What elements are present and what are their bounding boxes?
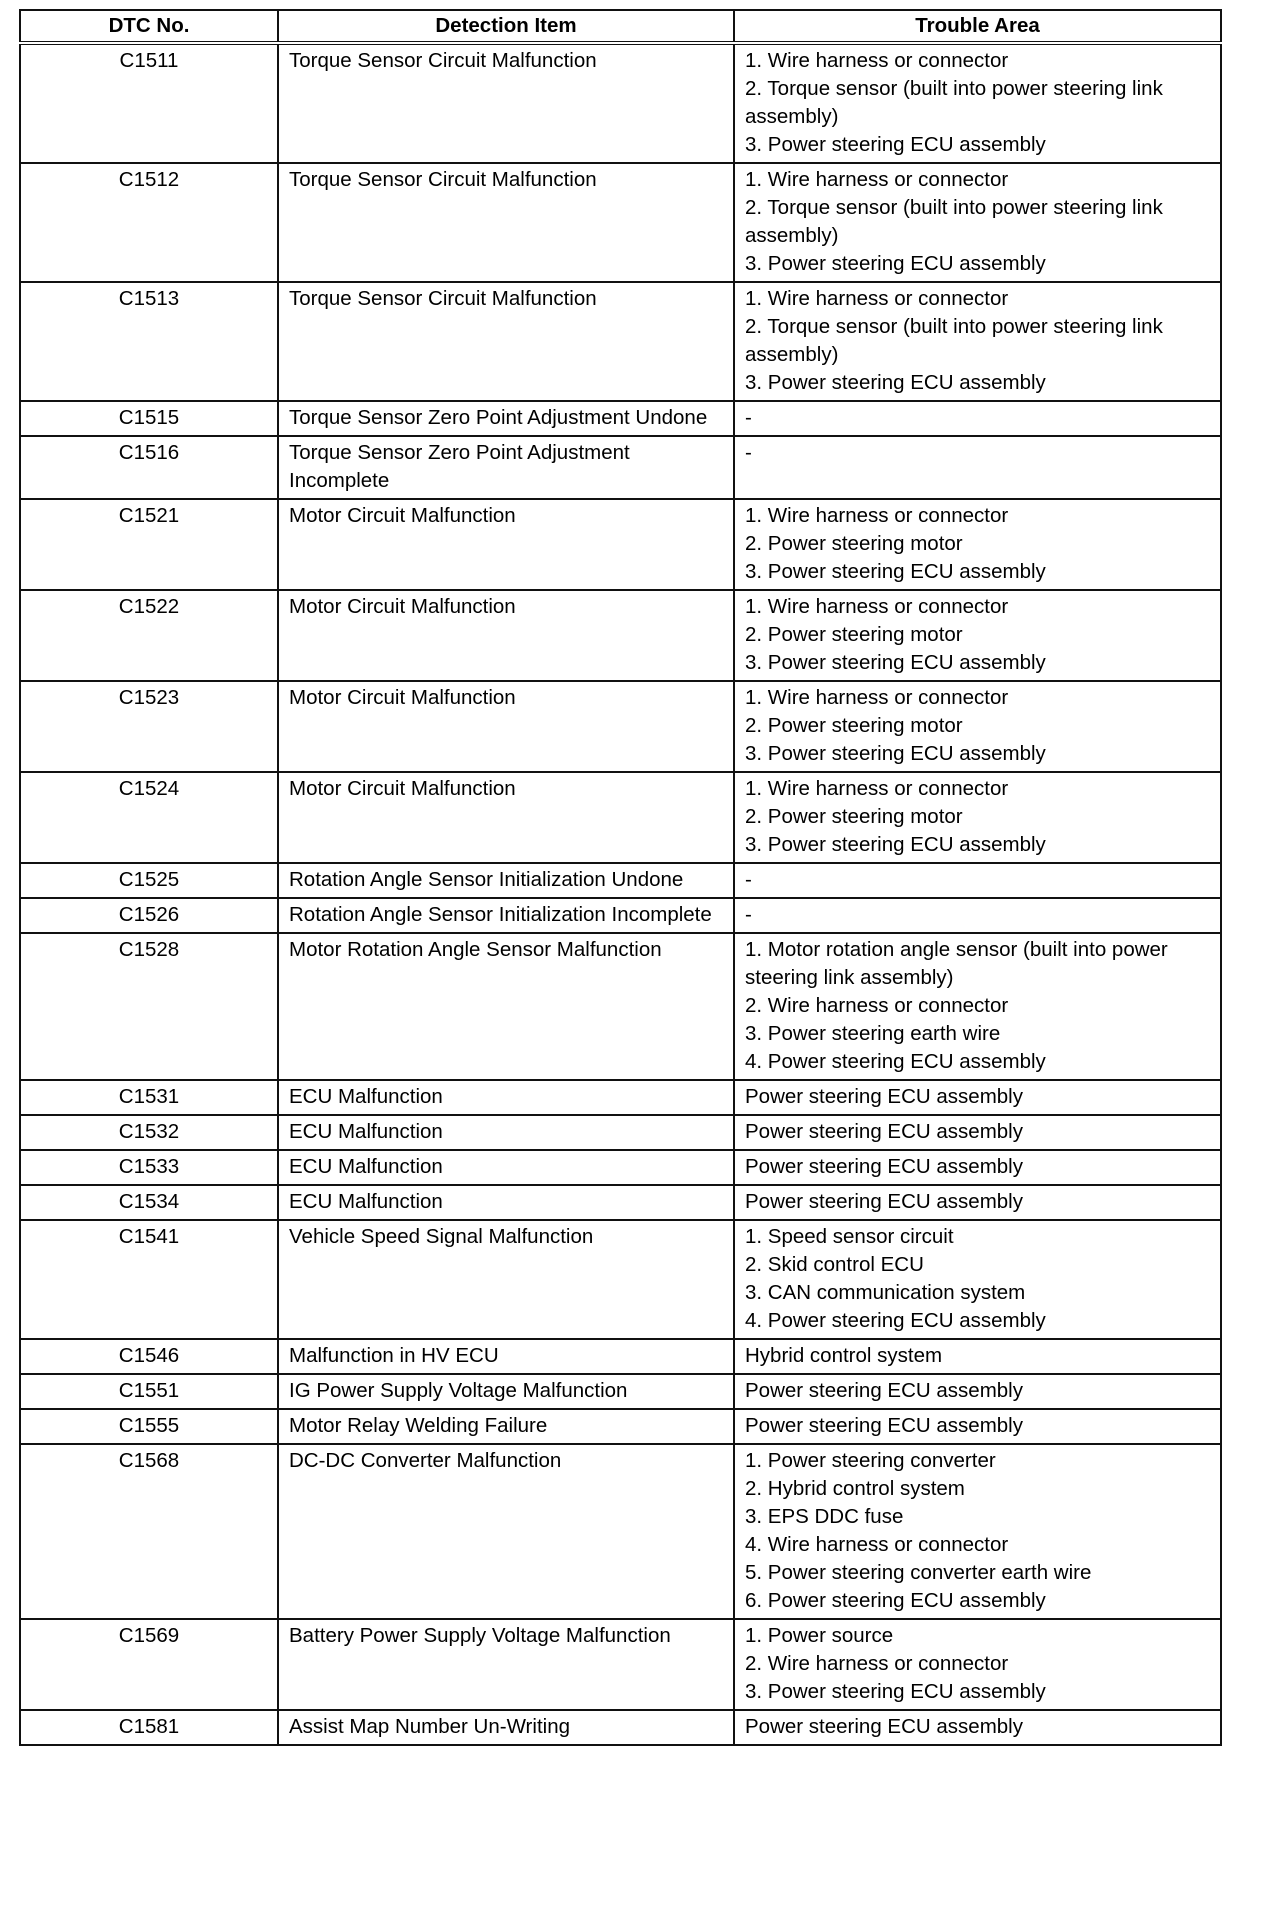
trouble-area-line: Power steering ECU assembly bbox=[745, 1155, 1023, 1178]
table-row bbox=[20, 681, 1221, 772]
detection-item: Battery Power Supply Voltage Malfunction bbox=[278, 1619, 734, 1710]
trouble-area bbox=[734, 43, 1221, 163]
detection-item: Rotation Angle Sensor Initialization Incomplete bbox=[278, 898, 734, 933]
table-row bbox=[20, 933, 1221, 1080]
trouble-area-line: 1. Wire harness or connector bbox=[745, 686, 1009, 709]
trouble-area-line: 1. Motor rotation angle sensor (built into power steering link assembly) bbox=[745, 938, 1168, 989]
trouble-area-line: 1. Wire harness or connector bbox=[745, 287, 1009, 310]
table-row bbox=[20, 401, 1221, 436]
dtc-code: C1511 bbox=[20, 43, 278, 163]
trouble-area-line: 1. Wire harness or connector bbox=[745, 49, 1009, 72]
table-row bbox=[20, 1080, 1221, 1115]
trouble-area-line: 5. Power steering converter earth wire bbox=[745, 1561, 1092, 1584]
dtc-code: C1532 bbox=[20, 1115, 278, 1150]
trouble-area-line: 3. EPS DDC fuse bbox=[745, 1505, 904, 1528]
trouble-area-line: Power steering ECU assembly bbox=[745, 1120, 1023, 1143]
detection-item: Motor Circuit Malfunction bbox=[278, 499, 734, 590]
trouble-area bbox=[734, 282, 1221, 401]
dtc-code: C1528 bbox=[20, 933, 278, 1080]
table-row bbox=[20, 772, 1221, 863]
trouble-area-line: 1. Speed sensor circuit bbox=[745, 1225, 954, 1248]
trouble-area-line: 4. Power steering ECU assembly bbox=[745, 1050, 1046, 1073]
trouble-area bbox=[734, 401, 1221, 436]
trouble-area-line: 2. Torque sensor (built into power steering link assembly) bbox=[745, 315, 1163, 366]
trouble-area-line: 1. Wire harness or connector bbox=[745, 595, 1009, 618]
dtc-code: C1526 bbox=[20, 898, 278, 933]
table-row bbox=[20, 1185, 1221, 1220]
trouble-area bbox=[734, 1339, 1221, 1374]
trouble-area bbox=[734, 933, 1221, 1080]
dtc-code: C1512 bbox=[20, 163, 278, 282]
trouble-area-line: 3. Power steering earth wire bbox=[745, 1022, 1001, 1045]
table-row bbox=[20, 898, 1221, 933]
dtc-code: C1516 bbox=[20, 436, 278, 499]
trouble-area-line: 4. Power steering ECU assembly bbox=[745, 1309, 1046, 1332]
detection-item: Motor Rotation Angle Sensor Malfunction bbox=[278, 933, 734, 1080]
trouble-area bbox=[734, 1080, 1221, 1115]
table-row bbox=[20, 863, 1221, 898]
trouble-area bbox=[734, 1185, 1221, 1220]
table-row bbox=[20, 590, 1221, 681]
table-row bbox=[20, 1710, 1221, 1745]
detection-item: IG Power Supply Voltage Malfunction bbox=[278, 1374, 734, 1409]
trouble-area-line: - bbox=[745, 868, 752, 891]
trouble-area-line: 1. Wire harness or connector bbox=[745, 504, 1009, 527]
trouble-area-line: 3. Power steering ECU assembly bbox=[745, 833, 1046, 856]
table-header bbox=[20, 10, 1221, 43]
table-row bbox=[20, 1444, 1221, 1619]
trouble-area bbox=[734, 163, 1221, 282]
trouble-area bbox=[734, 681, 1221, 772]
detection-item: ECU Malfunction bbox=[278, 1115, 734, 1150]
detection-item: Torque Sensor Circuit Malfunction bbox=[278, 282, 734, 401]
detection-item: Torque Sensor Circuit Malfunction bbox=[278, 163, 734, 282]
trouble-area-line: 1. Wire harness or connector bbox=[745, 168, 1009, 191]
trouble-area-line: 2. Torque sensor (built into power steering link assembly) bbox=[745, 196, 1163, 247]
dtc-code: C1522 bbox=[20, 590, 278, 681]
trouble-area bbox=[734, 863, 1221, 898]
detection-item: Malfunction in HV ECU bbox=[278, 1339, 734, 1374]
trouble-area-line: 1. Power source bbox=[745, 1624, 894, 1647]
trouble-area-line: 2. Hybrid control system bbox=[745, 1477, 965, 1500]
detection-item: ECU Malfunction bbox=[278, 1185, 734, 1220]
trouble-area-line: 6. Power steering ECU assembly bbox=[745, 1589, 1046, 1612]
dtc-code: C1546 bbox=[20, 1339, 278, 1374]
dtc-code: C1541 bbox=[20, 1220, 278, 1339]
detection-item: Motor Circuit Malfunction bbox=[278, 772, 734, 863]
trouble-area-line: 2. Power steering motor bbox=[745, 714, 963, 737]
dtc-code: C1569 bbox=[20, 1619, 278, 1710]
trouble-area bbox=[734, 1150, 1221, 1185]
dtc-code: C1515 bbox=[20, 401, 278, 436]
detection-item: Assist Map Number Un-Writing bbox=[278, 1710, 734, 1745]
dtc-code: C1525 bbox=[20, 863, 278, 898]
trouble-area-line: Hybrid control system bbox=[745, 1344, 943, 1367]
trouble-area-line: 4. Wire harness or connector bbox=[745, 1533, 1009, 1556]
dtc-code: C1581 bbox=[20, 1710, 278, 1745]
trouble-area bbox=[734, 590, 1221, 681]
detection-item: Torque Sensor Circuit Malfunction bbox=[278, 43, 734, 163]
trouble-area bbox=[734, 1220, 1221, 1339]
trouble-area-line: - bbox=[745, 406, 752, 429]
trouble-area-line: 2. Wire harness or connector bbox=[745, 1652, 1009, 1675]
trouble-area-line: 2. Torque sensor (built into power steering link assembly) bbox=[745, 77, 1163, 128]
dtc-code: C1555 bbox=[20, 1409, 278, 1444]
detection-item: Motor Relay Welding Failure bbox=[278, 1409, 734, 1444]
trouble-area-line: 2. Power steering motor bbox=[745, 532, 963, 555]
table-row bbox=[20, 1374, 1221, 1409]
table-body bbox=[20, 43, 1221, 1745]
trouble-area bbox=[734, 436, 1221, 499]
dtc-code: C1551 bbox=[20, 1374, 278, 1409]
dtc-code: C1568 bbox=[20, 1444, 278, 1619]
table-row bbox=[20, 436, 1221, 499]
trouble-area-line: 3. Power steering ECU assembly bbox=[745, 651, 1046, 674]
detection-item: DC-DC Converter Malfunction bbox=[278, 1444, 734, 1619]
dtc-code: C1521 bbox=[20, 499, 278, 590]
dtc-code: C1523 bbox=[20, 681, 278, 772]
trouble-area-line: 2. Wire harness or connector bbox=[745, 994, 1009, 1017]
dtc-code: C1533 bbox=[20, 1150, 278, 1185]
table-row bbox=[20, 1619, 1221, 1710]
header-trouble-area: Trouble Area bbox=[734, 10, 1221, 43]
header-dtc-no: DTC No. bbox=[20, 10, 278, 43]
table-row bbox=[20, 1115, 1221, 1150]
dtc-code: C1513 bbox=[20, 282, 278, 401]
trouble-area-line: 3. Power steering ECU assembly bbox=[745, 371, 1046, 394]
trouble-area bbox=[734, 1115, 1221, 1150]
trouble-area-line: 2. Power steering motor bbox=[745, 623, 963, 646]
header-detection-item: Detection Item bbox=[278, 10, 734, 43]
trouble-area bbox=[734, 1409, 1221, 1444]
trouble-area-line: 1. Wire harness or connector bbox=[745, 777, 1009, 800]
trouble-area-line: 2. Power steering motor bbox=[745, 805, 963, 828]
trouble-area bbox=[734, 898, 1221, 933]
table-row bbox=[20, 499, 1221, 590]
trouble-area-line: Power steering ECU assembly bbox=[745, 1085, 1023, 1108]
detection-item: ECU Malfunction bbox=[278, 1080, 734, 1115]
detection-item: Torque Sensor Zero Point Adjustment Undone bbox=[278, 401, 734, 436]
trouble-area-line: 1. Power steering converter bbox=[745, 1449, 996, 1472]
trouble-area-line: Power steering ECU assembly bbox=[745, 1414, 1023, 1437]
detection-item: Torque Sensor Zero Point Adjustment Incomplete bbox=[278, 436, 734, 499]
dtc-code: C1531 bbox=[20, 1080, 278, 1115]
trouble-area-line: - bbox=[745, 441, 752, 464]
detection-item: Motor Circuit Malfunction bbox=[278, 590, 734, 681]
dtc-table bbox=[19, 9, 1222, 1746]
trouble-area bbox=[734, 1619, 1221, 1710]
table-row bbox=[20, 163, 1221, 282]
table-row bbox=[20, 282, 1221, 401]
detection-item: Motor Circuit Malfunction bbox=[278, 681, 734, 772]
trouble-area-line: 3. CAN communication system bbox=[745, 1281, 1026, 1304]
trouble-area bbox=[734, 1444, 1221, 1619]
trouble-area-line: Power steering ECU assembly bbox=[745, 1190, 1023, 1213]
trouble-area-line: 3. Power steering ECU assembly bbox=[745, 1680, 1046, 1703]
trouble-area bbox=[734, 772, 1221, 863]
trouble-area bbox=[734, 1710, 1221, 1745]
table-row bbox=[20, 1339, 1221, 1374]
trouble-area-line: 3. Power steering ECU assembly bbox=[745, 742, 1046, 765]
table-row bbox=[20, 1150, 1221, 1185]
trouble-area-line: 3. Power steering ECU assembly bbox=[745, 560, 1046, 583]
trouble-area-line: Power steering ECU assembly bbox=[745, 1379, 1023, 1402]
dtc-code: C1524 bbox=[20, 772, 278, 863]
header-row bbox=[20, 10, 1221, 43]
trouble-area-line: 3. Power steering ECU assembly bbox=[745, 133, 1046, 156]
table-row bbox=[20, 43, 1221, 163]
table-row bbox=[20, 1409, 1221, 1444]
detection-item: Rotation Angle Sensor Initialization Undone bbox=[278, 863, 734, 898]
trouble-area bbox=[734, 1374, 1221, 1409]
trouble-area-line: Power steering ECU assembly bbox=[745, 1715, 1023, 1738]
detection-item: ECU Malfunction bbox=[278, 1150, 734, 1185]
detection-item: Vehicle Speed Signal Malfunction bbox=[278, 1220, 734, 1339]
table-row bbox=[20, 1220, 1221, 1339]
trouble-area-line: 3. Power steering ECU assembly bbox=[745, 252, 1046, 275]
trouble-area-line: - bbox=[745, 903, 752, 926]
trouble-area-line: 2. Skid control ECU bbox=[745, 1253, 924, 1276]
trouble-area bbox=[734, 499, 1221, 590]
dtc-code: C1534 bbox=[20, 1185, 278, 1220]
